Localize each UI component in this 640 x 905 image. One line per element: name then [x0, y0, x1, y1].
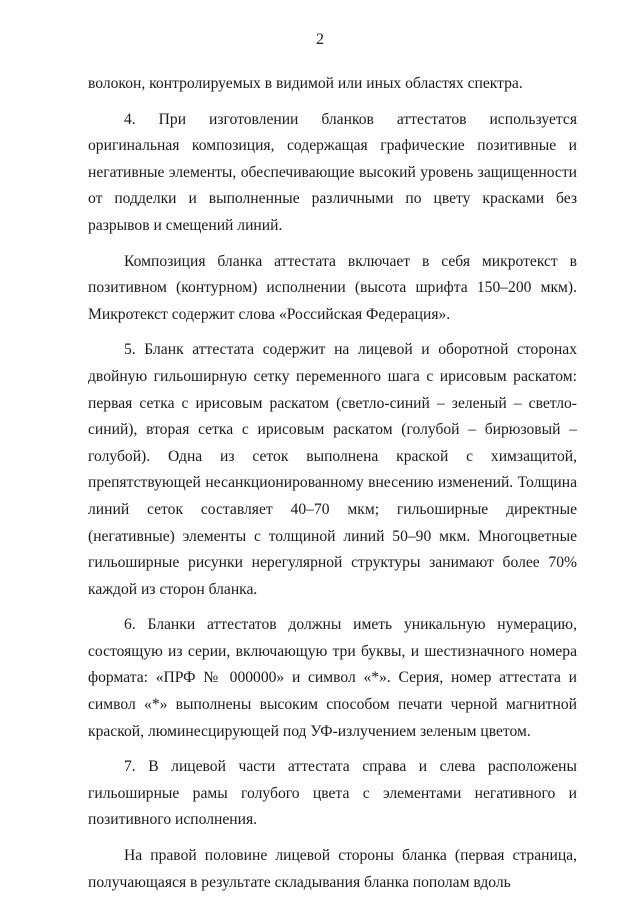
paragraph-front-side: На правой половине лицевой стороны бланка (первая страница, получающаяся в результате складывания бланка пополам вдоль [88, 847, 577, 891]
document-body [88, 71, 577, 905]
paragraph-item-5: 5. Бланк аттестата содержит на лицевой и оборотной сторонах двойную гильоширную сетку переменного шага с ирисовым раскатом: первая сетка с ирисовым раскатом (светло-синий – зеленый – светло-синий), вторая сетка с ирисовым раскатом (голубой – бирюзовый – голубой). Одна из сеток выполнена краской с химзащитой, препятствующей несанкционированному внесению изменений. Толщина линий сеток составляет 40–70 мкм; гильоширные директные (негативные) элементы с толщиной линий 50–90 мкм. Многоцветные гильоширные рисунки нерегулярной структуры занимают более 70% каждой из сторон бланка. [88, 341, 577, 598]
paragraph-item-6: 6. Бланки аттестатов должны иметь уникальную нумерацию, состоящую из серии, включающую три буквы, и шестизначного номера формата: «ПРФ № 000000» и символ «*». Серия, номер аттестата и символ «*» выполнены высоким способом печати черной магнитной краской, люминесцирующей под УФ-излучением зеленым цветом. [88, 616, 577, 740]
paragraph-continuation: волокон, контролируемых в видимой или иных областях спектра. [88, 75, 523, 92]
paragraph-item-4: 4. При изготовлении бланков аттестатов используется оригинальная композиция, содержащая графические позитивные и негативные элементы, обеспечивающие высокий уровень защищенности от подделки и выполненные различными по цвету красками без разрывов и смещений линий. [88, 110, 577, 234]
page-number: 2 [316, 31, 324, 48]
paragraph-item-7: 7. В лицевой части аттестата справа и слева расположены гильоширные рамы голубого цвета с элементами негативного и позитивного исполнения. [88, 758, 577, 829]
paragraph-microtext: Композиция бланка аттестата включает в себя микротекст в позитивном (контурном) исполнении (высота шрифта 150–200 мкм). Микротекст содержит слова «Российская Федерация». [88, 252, 577, 323]
